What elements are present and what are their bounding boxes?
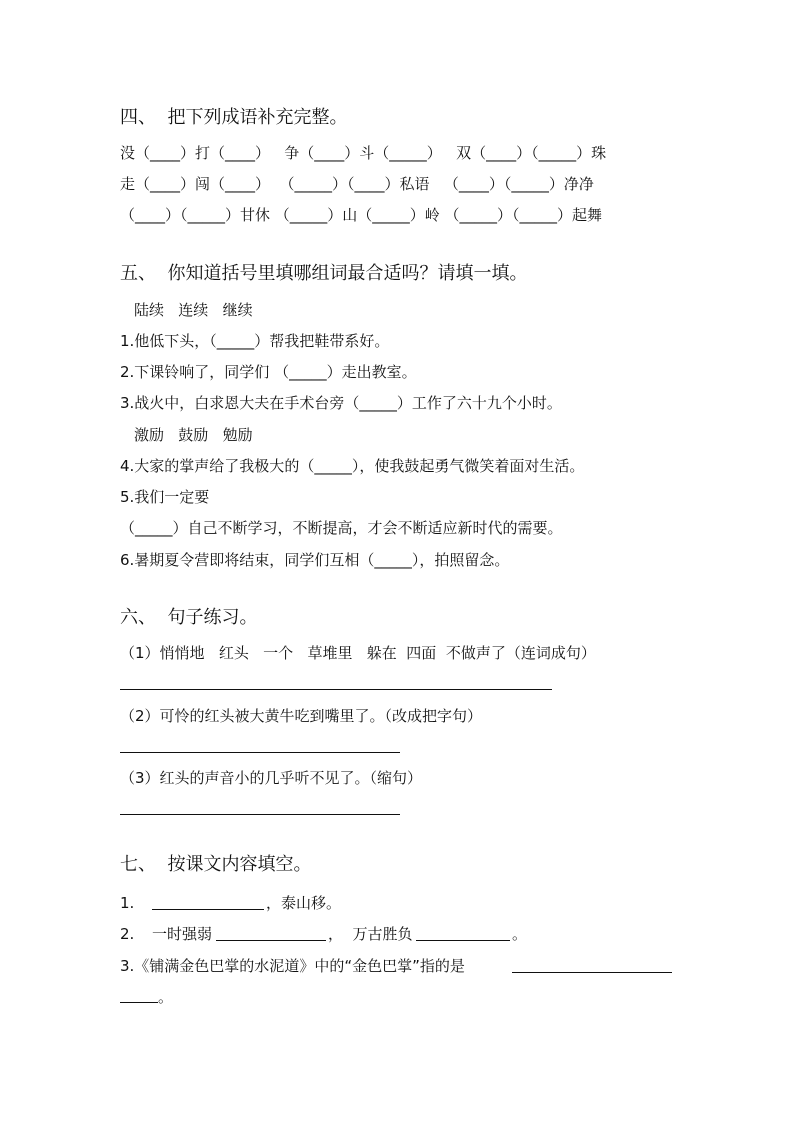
fill-2-text-b: ， 万古胜负	[328, 925, 413, 943]
sentence-task-1: （1）悄悄地 红头 一个 草堆里 躲在 四面 不做声了（连词成句）	[120, 644, 596, 662]
fill-3-end: 。	[158, 988, 174, 1006]
question-5-5-continued: （_____）自己不断学习，不断提高，才会不断适应新时代的需要。	[120, 519, 563, 537]
word-group-2: 激励 鼓励 勉励	[134, 426, 253, 444]
answer-line-2	[120, 752, 400, 753]
fill-1-number: 1.	[120, 894, 135, 912]
answer-line-3	[120, 814, 400, 815]
question-5-6: 6.暑期夏令营即将结束，同学们互相（_____），拍照留念。	[120, 551, 510, 569]
fill-2-blank-a	[216, 940, 326, 941]
section-5-heading: 五、 你知道括号里填哪组词最合适吗？请填一填。	[120, 263, 528, 284]
fill-2-number: 2.	[120, 925, 135, 943]
answer-line-1	[120, 689, 552, 690]
idiom-line-3: （____）（_____）甘休 （_____）山（_____）岭 （_____）（_____）起舞	[120, 206, 603, 224]
question-5-3: 3.战火中，白求恩大夫在手术台旁（_____）工作了六十九个小时。	[120, 394, 562, 412]
fill-3-blank-continued	[120, 1002, 158, 1003]
fill-2-text-c: 。	[512, 925, 528, 943]
word-group-1: 陆续 连续 继续	[134, 301, 253, 319]
fill-2-blank-b	[416, 940, 510, 941]
fill-1-blank	[152, 909, 264, 910]
question-5-2: 2.下课铃响了，同学们 （_____）走出教室。	[120, 363, 417, 381]
fill-2-text-a: 一时强弱	[152, 925, 213, 943]
section-6-heading: 六、 句子练习。	[120, 607, 258, 628]
fill-3-text: 3.《铺满金色巴掌的水泥道》中的“金色巴掌”指的是	[120, 957, 465, 975]
question-5-4: 4.大家的掌声给了我极大的（_____），使我鼓起勇气微笑着面对生活。	[120, 457, 585, 475]
idiom-line-1: 没（____）打（____） 争（____）斗（_____） 双（____）（_____）珠	[120, 144, 607, 162]
section-7-heading: 七、 按课文内容填空。	[120, 854, 312, 875]
sentence-task-2: （2）可怜的红头被大黄牛吃到嘴里了。（改成把字句）	[120, 707, 483, 725]
sentence-task-3: （3）红头的声音小的几乎听不见了。（缩句）	[120, 769, 423, 787]
idiom-line-2: 走（____）闯（____） （_____）（____）私语 （____）（_____）净净	[120, 175, 594, 193]
section-4-heading: 四、 把下列成语补充完整。	[120, 107, 348, 128]
fill-1-text: ，泰山移。	[266, 894, 342, 912]
fill-3-blank	[512, 972, 672, 973]
question-5-1: 1.他低下头，（_____）帮我把鞋带系好。	[120, 332, 390, 350]
question-5-5: 5.我们一定要	[120, 488, 210, 506]
